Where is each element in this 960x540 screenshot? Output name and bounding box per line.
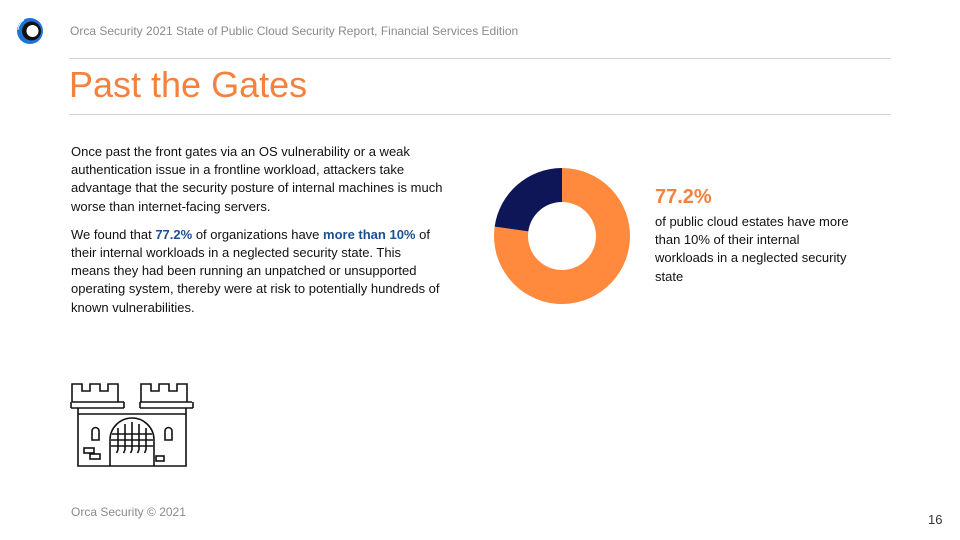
stat-description: of public cloud estates have more than 10% of their internal workloads in a neglected security state xyxy=(655,214,849,284)
page-number: 16 xyxy=(928,512,943,527)
findings-text-3: of their internal workloads in a neglected security state. This means they had been running an unpatched or unsupported operating system, thereby were at risk to potentially hundreds of known vulnerabilities. xyxy=(71,226,440,315)
header-divider-top xyxy=(70,58,890,59)
highlight-percentage: 77.2% xyxy=(155,226,193,242)
report-header: Orca Security 2021 State of Public Cloud Security Report, Financial Services Edition xyxy=(70,24,519,38)
findings-text-1: We found that xyxy=(71,226,156,242)
paragraph-findings xyxy=(71,226,443,317)
highlight-threshold: more than 10% xyxy=(323,226,416,242)
donut-chart xyxy=(493,167,631,305)
findings-text-2: of organizations have xyxy=(192,226,324,242)
body-text xyxy=(71,143,443,327)
stat-value: 77.2% xyxy=(655,186,712,208)
orca-logo-icon xyxy=(15,16,45,46)
page-title: Past the Gates xyxy=(69,64,308,105)
paragraph-intro: Once past the front gates via an OS vulnerability or a weak authentication issue in a frontline workload, attackers take advantage that the security posture of internal machines is much worse than internet-facing servers. xyxy=(71,144,443,214)
footer-copyright: Orca Security © 2021 xyxy=(71,505,186,519)
castle-icon xyxy=(70,382,194,468)
donut-slice-2 xyxy=(495,168,562,231)
header-divider-bottom xyxy=(70,114,890,115)
